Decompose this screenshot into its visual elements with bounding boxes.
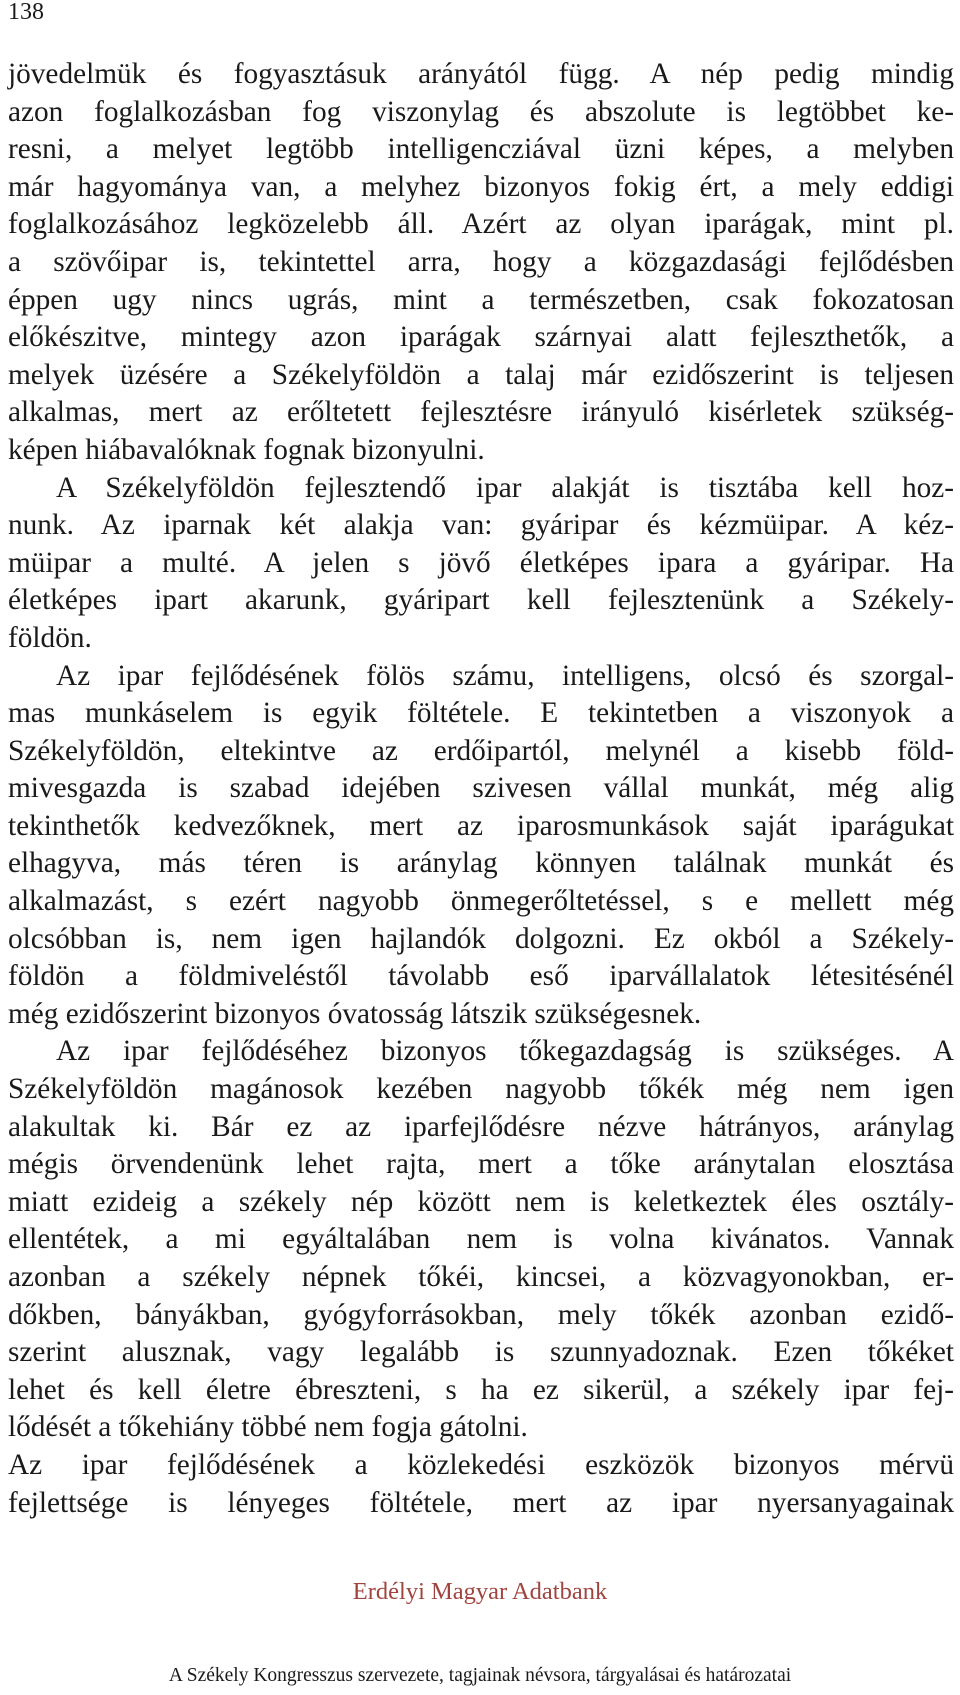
text-line: Székelyföldön magánosok kezében nagyobb tőkék még nem igen xyxy=(8,1073,954,1106)
text-line: ellentétek, a mi egyáltalában nem is volna kivánatos. Vannak xyxy=(8,1223,954,1256)
text-line: a szövőipar is, tekintettel arra, hogy a közgazdasági fejlődésben xyxy=(8,245,954,278)
text-line: éppen ugy nincs ugrás, mint a természetben, csak fokozatosan xyxy=(8,283,954,316)
paragraph xyxy=(8,1447,954,1522)
text-line: még ezidőszerint bizonyos óvatosság látszik szükségesnek. xyxy=(8,997,702,1030)
text-line: Székelyföldön, eltekintve az erdőipartól, melynél a kisebb föld- xyxy=(8,734,954,767)
text-line: azon foglalkozásban fog viszonylag és abszolute is legtöbbet ke- xyxy=(8,95,954,128)
text-line: szerint alusznak, vagy legalább is szunnyadoznak. Ezen tőkéket xyxy=(8,1336,954,1369)
text-line: elhagyva, más téren is aránylag könnyen találnak munkát és xyxy=(8,847,954,880)
text-line: olcsóbban is, nem igen hajlandók dolgozni. Ez okból a Székely- xyxy=(8,922,954,955)
text-line: müipar a multé. A jelen s jövő életképes ipara a gyáripar. Ha xyxy=(8,546,954,579)
text-line: előkészitve, mintegy azon iparágak szárnyai alatt fejleszthetők, a xyxy=(8,321,954,354)
paragraph xyxy=(8,56,954,470)
text-line: azonban a székely népnek tőkéi, kincsei, a közvagyonokban, er- xyxy=(8,1261,954,1293)
text-line: alkalmas, mert az erőltetett fejlesztésre irányuló kisérletek szükség- xyxy=(8,396,954,429)
text-line: mas munkáselem is egyik föltétele. E tekintetben a viszonyok a xyxy=(8,697,954,730)
text-line: foglalkozásához legközelebb áll. Azért az olyan iparágak, mint pl. xyxy=(8,208,954,241)
text-line: már hagyománya van, a melyhez bizonyos fokig ért, a mely eddigi xyxy=(8,170,954,203)
text-line: tekinthetők kedvezőknek, mert az iparosmunkások saját iparágukat xyxy=(8,809,954,842)
text-line: alkalmazást, s ezért nagyobb önmegerőltetéssel, s e mellett még xyxy=(8,885,954,918)
text-line: mégis örvendenünk lehet rajta, mert a tőke aránytalan elosztása xyxy=(8,1148,954,1181)
text-line: Az ipar fejlődésének a közlekedési eszközök bizonyos mérvü xyxy=(8,1448,954,1481)
footer-title: Erdélyi Magyar Adatbank xyxy=(352,1578,608,1605)
text-line: földön a földmiveléstől távolabb eső iparvállalatok létesitésénél xyxy=(8,960,954,993)
text-line: mivesgazda is szabad idejében szivesen vállal munkát, még alig xyxy=(8,772,954,805)
text-line: lehet és kell életre ébreszteni, s ha ez sikerül, a székely ipar fej- xyxy=(8,1373,954,1406)
text-line: melyek üzésére a Székelyföldön a talaj már ezidőszerint is teljesen xyxy=(8,358,954,391)
paragraph xyxy=(8,1033,954,1447)
text-line: miatt ezideig a székely nép között nem is keletkeztek éles osztály- xyxy=(8,1185,954,1218)
text-line: resni, a melyet legtöbb intelligencziával üzni képes, a melyben xyxy=(8,133,954,166)
paragraph xyxy=(8,658,954,1034)
text-line: jövedelmük és fogyasztásuk arányától függ. A nép pedig mindig xyxy=(8,58,954,90)
text-line: földön. xyxy=(8,621,92,654)
text-line: Az ipar fejlődéséhez bizonyos tőkegazdagság is szükséges. A xyxy=(56,1035,954,1068)
text-line: fejlettsége is lényeges föltétele, mert az ipar nyersanyagainak xyxy=(8,1486,954,1519)
paragraph xyxy=(8,470,954,658)
text-line: lődését a tőkehiány többé nem fogja gátolni. xyxy=(8,1411,528,1444)
text-line: alakultak ki. Bár ez az iparfejlődésre nézve hátrányos, aránylag xyxy=(8,1110,954,1143)
page-body xyxy=(8,56,954,1522)
text-line: képen hiábavalóknak fognak bizonyulni. xyxy=(8,433,485,466)
text-line: életképes ipart akarunk, gyáripart kell fejlesztenünk a Székely- xyxy=(8,584,954,617)
text-line: A Székelyföldön fejlesztendő ipar alakját is tisztába kell hoz- xyxy=(56,471,954,504)
text-line: nunk. Az iparnak két alakja van: gyáripar és kézmüipar. A kéz- xyxy=(8,509,954,542)
footer-subtitle: A Székely Kongresszus szervezete, tagjainak névsora, tárgyalásai és határozatai xyxy=(168,1665,792,1686)
page-number: 138 xyxy=(8,0,44,25)
text-line: Az ipar fejlődésének fölös számu, intelligens, olcsó és szorgal- xyxy=(56,659,954,692)
text-line: dőkben, bányákban, gyógyforrásokban, mely tőkék azonban ezidő- xyxy=(8,1298,954,1331)
